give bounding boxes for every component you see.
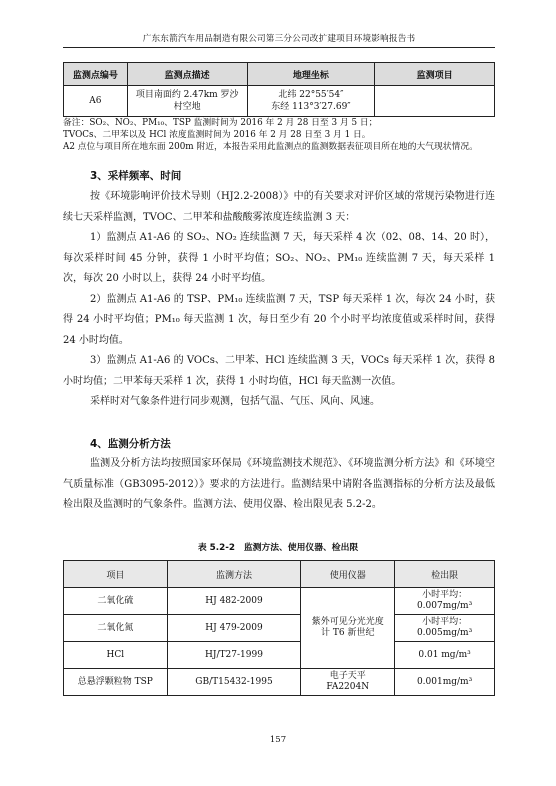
table-row bbox=[64, 86, 495, 117]
analysis-body bbox=[63, 454, 495, 516]
col-header: 项目 bbox=[64, 561, 168, 588]
item-cell: 总悬浮颗粒物 TSP bbox=[64, 669, 168, 696]
instrument-line: FA2204N bbox=[326, 682, 370, 692]
table-notes bbox=[63, 117, 495, 153]
desc-line: 村空地 bbox=[173, 102, 201, 112]
method-cell: HJ 479-2009 bbox=[167, 615, 301, 642]
page-header: 广东东箭汽车用品制造有限公司第三分公司改扩建项目环境影响报告书 bbox=[142, 34, 416, 44]
instrument-line: 计 T6 新世纪 bbox=[321, 628, 375, 638]
col-header: 使用仪器 bbox=[301, 561, 395, 588]
table-row bbox=[64, 642, 495, 669]
table-header-row bbox=[64, 63, 495, 86]
col-header: 监测项目 bbox=[375, 63, 495, 86]
instrument-line: 电子天平 bbox=[329, 671, 366, 681]
longitude: 东经 113°3′27.69″ bbox=[271, 102, 351, 112]
col-header: 检出限 bbox=[395, 561, 495, 588]
table-row bbox=[64, 588, 495, 615]
note-line: 备注：SO₂、NO₂、PM₁₀、TSP 监测时间为 2016 年 2 月 28 日至 3 月 5 日； bbox=[63, 118, 378, 128]
col-header: 监测点编号 bbox=[64, 63, 128, 86]
instrument-line: 紫外可见分光光度 bbox=[311, 617, 384, 627]
page-number: 157 bbox=[269, 735, 287, 745]
paragraph: 2）监测点 A1-A6 的 TSP、PM₁₀ 连续监测 7 天，TSP 每天采样 1 次，每次 24 小时，获得 24 小时平均值；PM₁₀ 每天监测 1 次，每日至少有 20 个小时平均浓度值或采样时间，获得 24 小时均值。 bbox=[63, 293, 495, 346]
paragraph: 3）监测点 A1-A6 的 VOCs、二甲苯、HCl 连续监测 3 天，VOCs 每天采样 1 次，获得 8 小时均值；二甲苯每天采样 1 次，获得 1 小时均值，HCl 每天监测一次值。 bbox=[63, 355, 495, 387]
geo-coordinates bbox=[247, 86, 375, 117]
limit-cell: 0.001mg/m³ bbox=[395, 669, 495, 696]
note-line: A2 点位与项目所在地东面 200m 附近，本报告采用此监测点的监测数据表征项目所在地的大气现状情况。 bbox=[63, 142, 478, 152]
table-header-row bbox=[64, 561, 495, 588]
paragraph: 采样时对气象条件进行同步观测，包括气温、气压、风向、风速。 bbox=[90, 396, 380, 407]
desc-line: 项目南面约 2.47km 罗沙 bbox=[135, 90, 239, 100]
paragraph: 按《环境影响评价技术导则（HJ2.2-2008）》中的有关要求对评价区域的常规污染物进行连续七天采样监测，TVOC、二甲苯和盐酸酸雾浓度连续监测 3 天： bbox=[63, 191, 495, 223]
instrument-cell bbox=[301, 669, 395, 696]
header-rule bbox=[63, 47, 495, 48]
col-header: 监测方法 bbox=[167, 561, 301, 588]
col-header: 监测点描述 bbox=[127, 63, 247, 86]
point-id: A6 bbox=[64, 86, 128, 117]
section-title-analysis: 4、监测分析方法 bbox=[90, 438, 171, 450]
method-cell: HJ/T27-1999 bbox=[167, 642, 301, 669]
table-row bbox=[64, 615, 495, 642]
section-title-sampling: 3、采样频率、时间 bbox=[90, 170, 182, 182]
limit-cell: 0.01 mg/m³ bbox=[395, 642, 495, 669]
methods-table bbox=[63, 560, 495, 696]
col-header: 地理坐标 bbox=[247, 63, 375, 86]
latitude: 北纬 22°55′54″ bbox=[278, 90, 344, 100]
item-cell: HCl bbox=[64, 642, 168, 669]
limit-cell: 小时平均：0.005mg/m³ bbox=[395, 615, 495, 642]
monitoring-point-table bbox=[63, 62, 495, 117]
point-description bbox=[127, 86, 247, 117]
table-row bbox=[64, 669, 495, 696]
instrument-cell bbox=[301, 588, 395, 669]
limit-cell: 小时平均：0.007mg/m³ bbox=[395, 588, 495, 615]
item-cell: 二氧化氮 bbox=[64, 615, 168, 642]
paragraph: 监测及分析方法均按照国家环保局《环境监测技术规范》、《环境监测分析方法》和《环境空气质量标准（GB3095-2012）》要求的方法进行。监测结果中请附各监测指标的分析方法及最低检出限及监测时的气象条件。监测方法、使用仪器、检出限见表 5.2-2。 bbox=[63, 458, 495, 510]
monitoring-items bbox=[375, 86, 495, 117]
method-cell: HJ 482-2009 bbox=[167, 588, 301, 615]
table-caption: 表 5.2-2 监测方法、使用仪器、检出限 bbox=[197, 543, 359, 553]
sampling-body bbox=[63, 187, 495, 413]
note-line: TVOCs、二甲苯以及 HCl 浓度监测时间为 2016 年 2 月 28 日至 3 月 1 日。 bbox=[63, 130, 371, 140]
method-cell: GB/T15432-1995 bbox=[167, 669, 301, 696]
item-cell: 二氧化硫 bbox=[64, 588, 168, 615]
paragraph: 1）监测点 A1-A6 的 SO₂、NO₂ 连续监测 7 天，每天采样 4 次（02、08、14、20 时），每次采样时间 45 分钟，获得 1 小时平均值；SO₂、NO₂、PM₁₀ 连续监测 7 天，每天采样 1 次，每次 20 小时以上，获得 24 小时平均值。 bbox=[63, 232, 495, 284]
